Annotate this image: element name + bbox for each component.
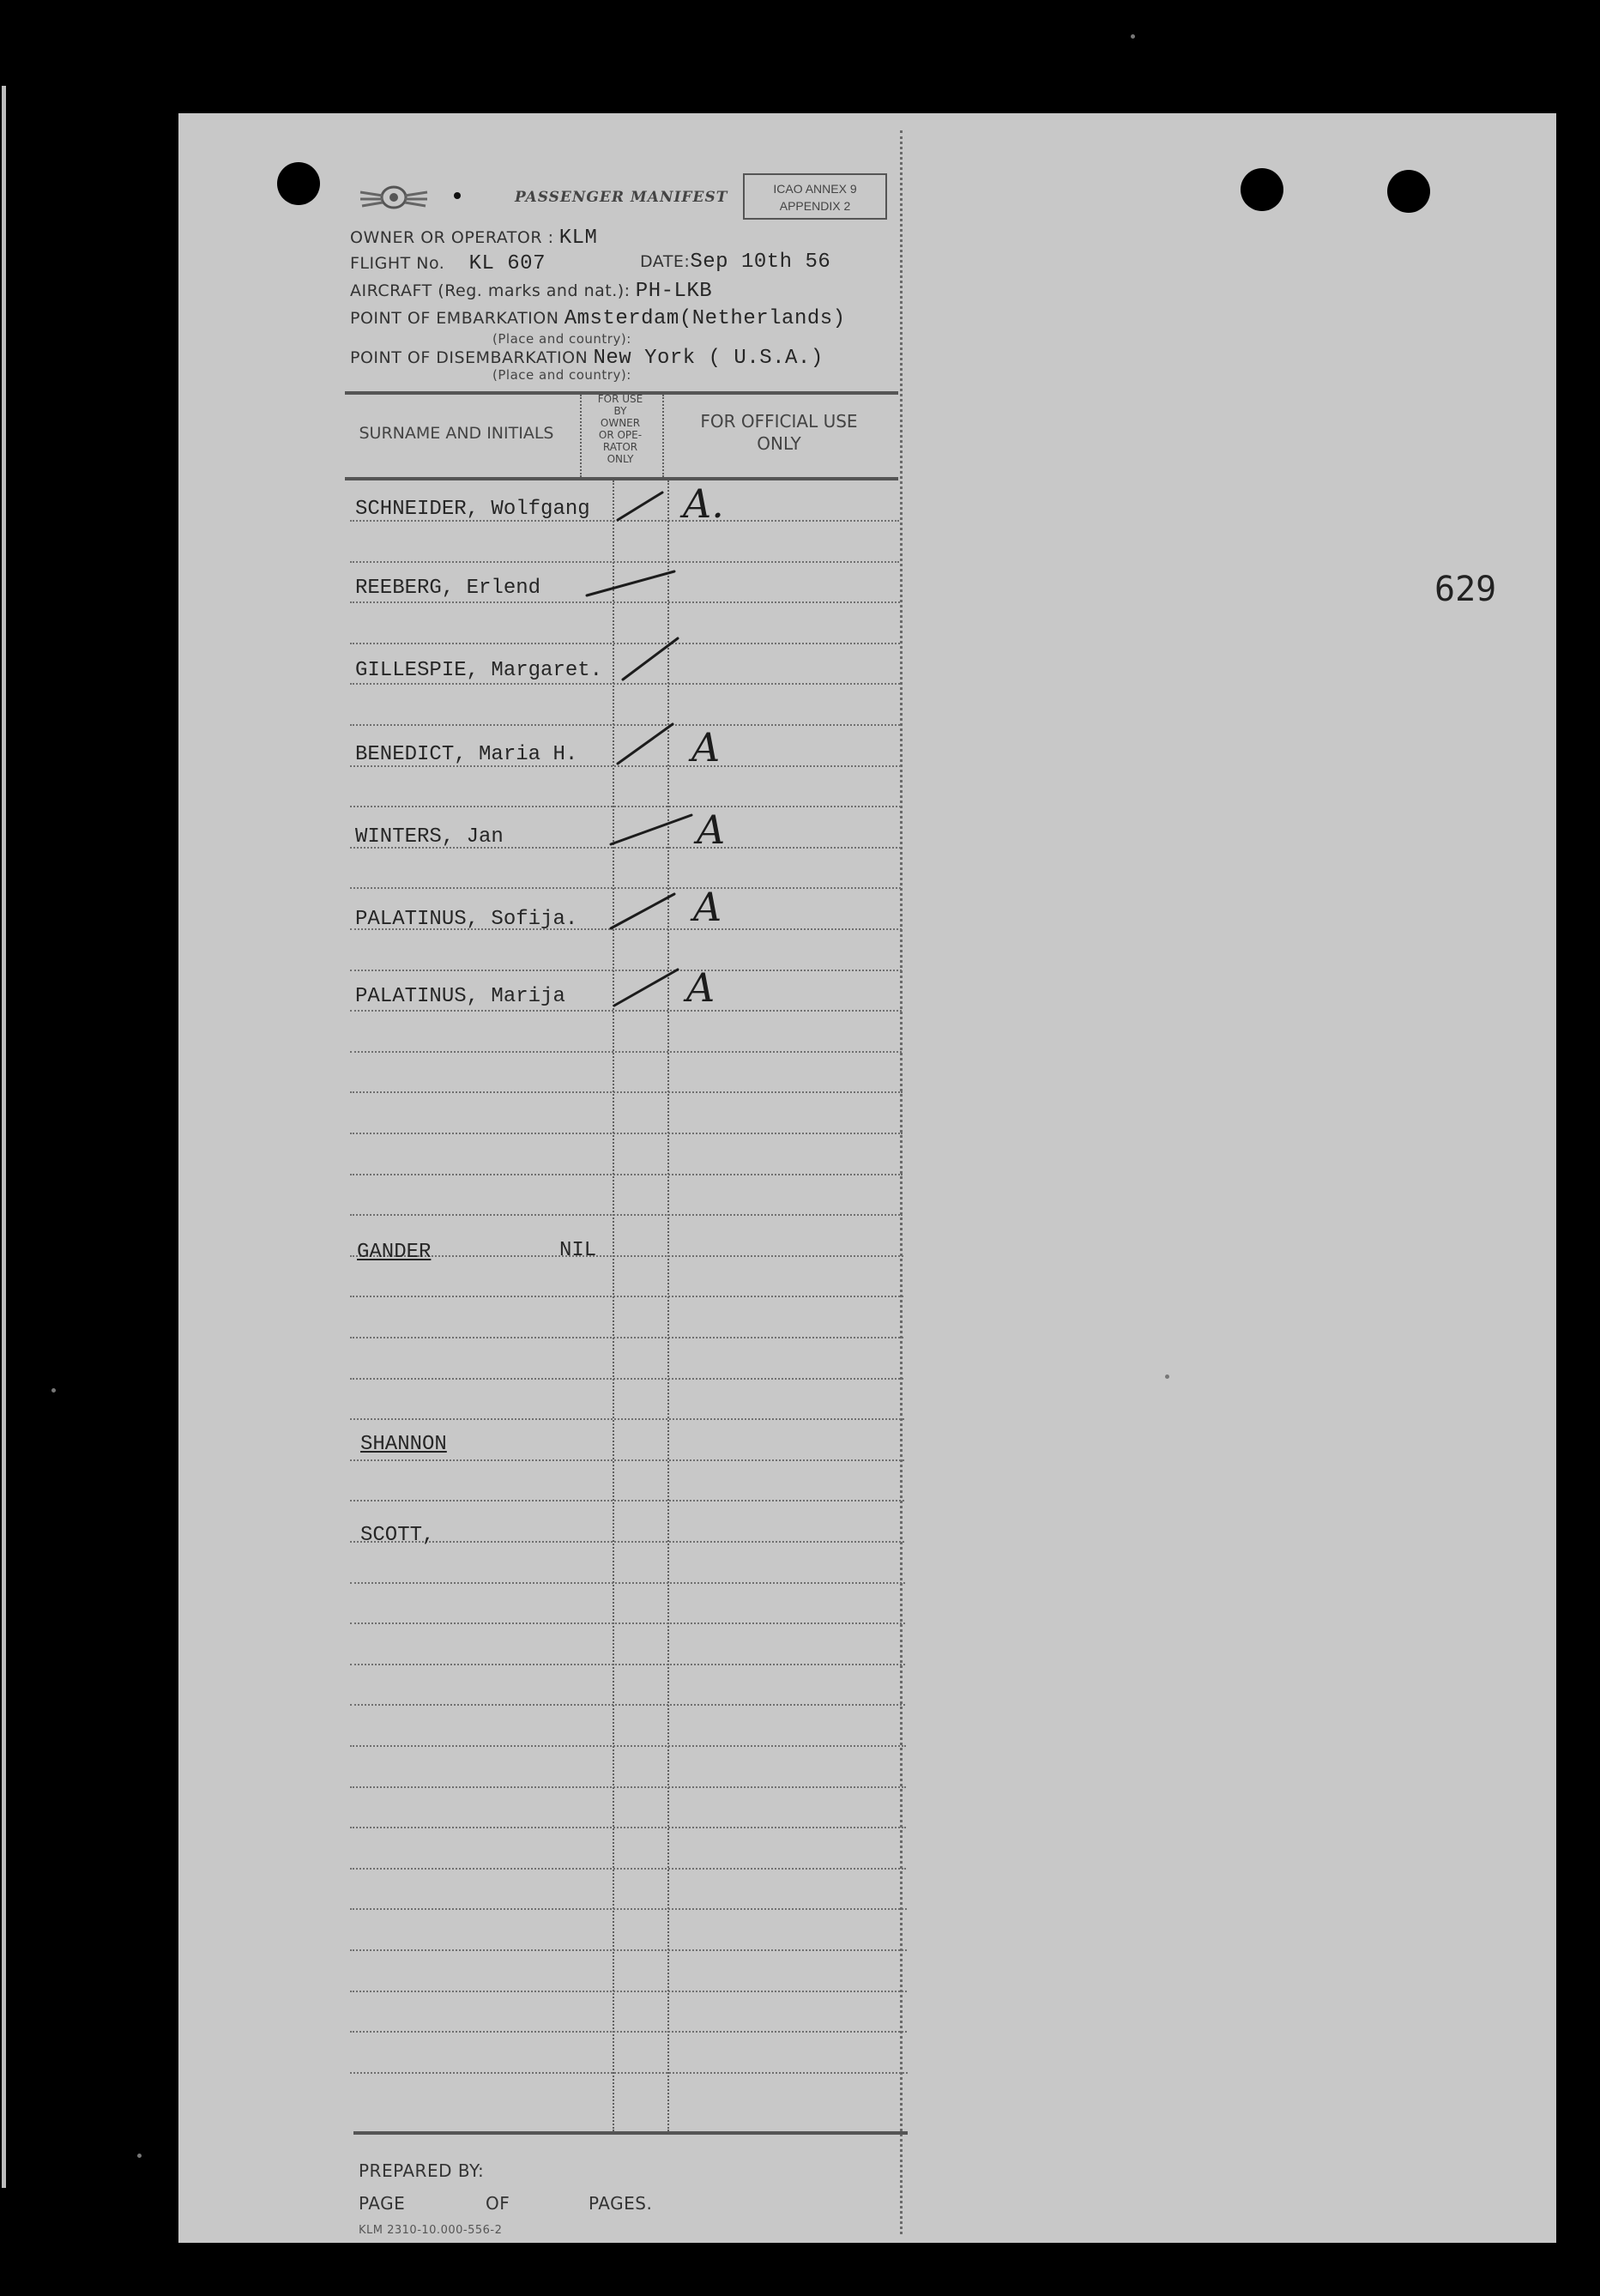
owner-use-line: FOR USE: [597, 393, 643, 405]
pages-label: PAGES.: [589, 2193, 653, 2214]
passenger-name: PALATINUS, Sofija.: [355, 908, 578, 931]
page-label: PAGE: [359, 2193, 406, 2214]
speck: [137, 2154, 142, 2158]
speck: [1165, 1375, 1169, 1379]
flight-value: KL 607: [468, 252, 546, 275]
speck: [1131, 34, 1135, 39]
official-mark: A: [693, 884, 722, 930]
official-mark: A: [697, 807, 726, 853]
shannon-heading: SHANNON: [360, 1433, 447, 1456]
embark-value: Amsterdam(Netherlands): [564, 307, 846, 330]
owner-use-line: ONLY: [607, 453, 634, 465]
check-mark: [611, 894, 674, 928]
owner-use-line: RATOR: [602, 441, 638, 453]
check-mark: [611, 815, 691, 844]
aircraft-value: PH-LKB: [635, 280, 713, 303]
of-label: OF: [486, 2193, 510, 2214]
check-mark: [614, 970, 678, 1006]
owner-label: OWNER OR OPERATOR :: [350, 228, 554, 247]
place-country-note: (Place and country):: [492, 367, 631, 383]
official-mark: A: [691, 724, 721, 770]
check-mark: [618, 724, 673, 764]
flight-label: FLIGHT No.: [350, 254, 445, 273]
aircraft-label: AIRCRAFT (Reg. marks and nat.):: [350, 281, 631, 300]
embark-label: POINT OF EMBARKATION: [350, 309, 559, 328]
owner-use-line: OWNER: [600, 417, 641, 429]
footer-rule: [353, 2131, 908, 2135]
annex-line: ICAO ANNEX 9: [773, 182, 857, 196]
date-value: Sep 10th 56: [690, 251, 831, 274]
scott-heading: SCOTT,: [360, 1524, 435, 1547]
disembark-label: POINT OF DISEMBARKATION: [350, 348, 589, 367]
passenger-name: BENEDICT, Maria H.: [355, 743, 578, 766]
official-mark: A.: [683, 480, 724, 527]
passenger-name: WINTERS, Jan: [355, 825, 504, 849]
manifest-title: PASSENGER MANIFEST: [515, 189, 728, 206]
check-mark: [623, 638, 678, 680]
check-mark: [618, 492, 662, 520]
owner-use-line: BY: [613, 405, 627, 417]
official-use-line: FOR OFFICIAL USE: [700, 411, 858, 432]
passenger-name: PALATINUS, Marija: [355, 985, 565, 1008]
gander-value: NIL: [559, 1239, 597, 1262]
place-country-note: (Place and country):: [492, 331, 631, 347]
owner-value: KLM: [558, 227, 598, 250]
appendix-line: APPENDIX 2: [779, 199, 851, 213]
passenger-name: GILLESPIE, Margaret.: [355, 659, 603, 682]
passenger-name: SCHNEIDER, Wolfgang: [355, 498, 590, 521]
passenger-name: REEBERG, Erlend: [355, 577, 541, 600]
disembark-value: New York ( U.S.A.): [593, 347, 824, 370]
owner-use-line: OR OPE-: [598, 429, 643, 441]
prepared-by-label: PREPARED BY:: [359, 2160, 485, 2181]
official-mark: A: [686, 964, 715, 1011]
date-label: DATE:: [640, 252, 691, 271]
speck: [51, 1388, 56, 1393]
page-stamp-number: 629: [1434, 570, 1497, 609]
surname-header: SURNAME AND INITIALS: [359, 424, 554, 443]
gander-heading: GANDER: [357, 1241, 432, 1264]
check-mark: [587, 571, 674, 595]
official-use-line: ONLY: [757, 433, 801, 454]
form-code: KLM 2310-10.000-556-2: [359, 2224, 503, 2237]
